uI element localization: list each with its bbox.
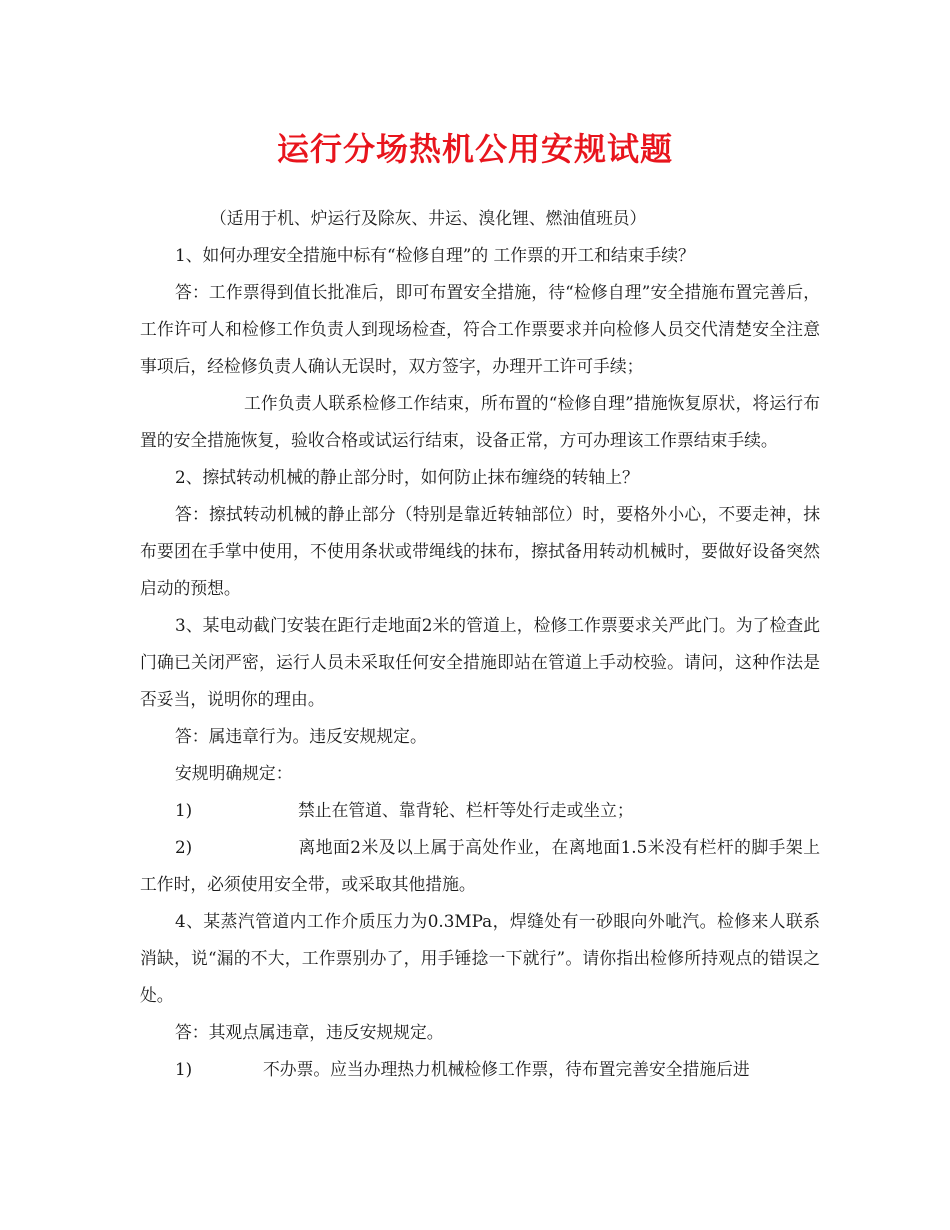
document-title: 运行分场热机公用安规试题 [276,130,673,168]
question-1: 1、如何办理安全措施中标有“检修自理”的 工作票的开工和结束手续？ [175,245,695,265]
answer-1-part-b: 工作负责人联系检修工作结束，所布置的“检修自理”措施恢复原状，将运行布置的安全措施恢复，验收合格或试运行结束，设备正常，方可办理该工作票结束手续。 [140,393,820,450]
q4-rule-item-1-text: 不办票。应当办理热力机械检修工作票，待布置完善安全措施后进 [263,1059,750,1079]
answer-3: 答：属违章行为。违反安规规定。 [175,726,427,746]
rule-intro: 安规明确规定： [175,763,293,783]
answer-4: 答：其观点属违章，违反安规规定。 [175,1022,444,1042]
document-subtitle: （适用于机、炉运行及除灰、井运、溴化锂、燃油值班员） [210,208,647,228]
rule-item-1 [140,792,820,829]
answer-1-part-a: 答：工作票得到值长批准后，即可布置安全措施，待“检修自理”安全措施布置完善后，工作许可人和检修工作负责人到现场检查，符合工作票要求并向检修人员交代清楚安全注意事项后，经检修负责人确认无误时，双方签字，办理开工许可手续； [140,282,820,376]
rule-item-1-text: 禁止在管道、靠背轮、栏杆等处行走或坐立； [298,800,634,820]
q4-rule-item-1-number: 1) [175,1059,193,1079]
rule-item-1-number: 1) [175,800,193,820]
rule-item-2-text: 离地面2米及以上属于高处作业，在离地面1.5米没有栏杆的脚手架上工作时，必须使用安全带，或采取其他措施。 [140,837,820,894]
question-3: 3、某电动截门安装在距行走地面2米的管道上，检修工作票要求关严此门。为了检查此门确已关闭严密，运行人员未采取任何安全措施即站在管道上手动校验。请问，这种作法是否妥当，说明你的理由。 [140,615,820,709]
rule-item-2 [140,829,820,903]
rule-item-2-number: 2) [175,837,193,857]
document-body [140,200,820,1088]
q4-rule-item-1 [140,1051,820,1088]
question-4: 4、某蒸汽管道内工作介质压力为0.3MPa，焊缝处有一砂眼向外呲汽。检修来人联系消缺，说“漏的不大，工作票别办了，用手锤捻一下就行”。请你指出检修所持观点的错误之处。 [140,911,820,1005]
answer-2: 答：擦拭转动机械的静止部分（特别是靠近转轴部位）时，要格外小心，不要走神，抹布要团在手掌中使用，不使用条状或带绳线的抹布，擦拭备用转动机械时，要做好设备突然启动的预想。 [140,504,820,598]
question-2: 2、擦拭转动机械的静止部分时，如何防止抹布缠绕的转轴上？ [175,467,639,487]
